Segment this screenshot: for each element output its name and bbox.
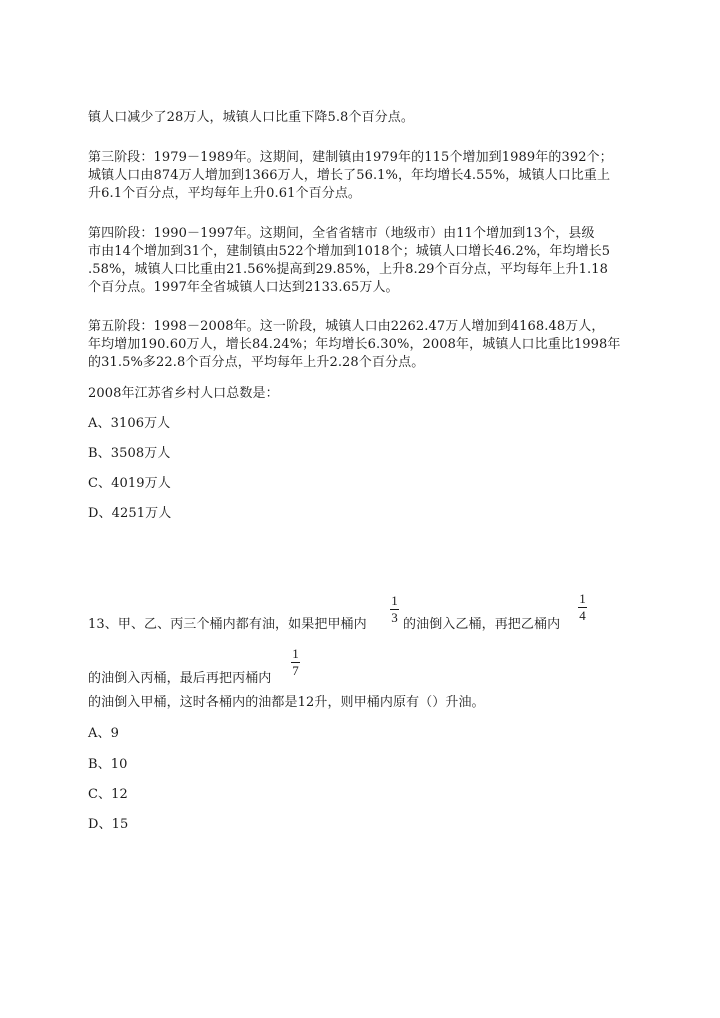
answer-option-b[interactable]: B、3508万人 [88,446,171,461]
passage-text-line: 的31.5%多22.8个百分点，平均每年上升2.28个百分点。 [88,355,425,370]
fraction-denominator: 7 [292,663,299,678]
answer-option-d[interactable]: D、15 [88,817,129,832]
passage-text-line: 升6.1个百分点，平均每年上升0.61个百分点。 [88,186,362,201]
answer-option-c[interactable]: C、12 [88,787,128,802]
question-stem-part: 的油倒入丙桶，最后再把丙桶内 [88,671,272,686]
fraction-one-seventh [291,647,300,678]
passage-text-line: 年均增加190.60万人，增长84.24%；年均增长6.30%，2008年，城镇人口比重比1998年 [88,337,621,352]
fraction-numerator: 1 [579,591,586,606]
passage-text-line: .58%，城镇人口比重由21.56%提高到29.85%，上升8.29个百分点，平均每年上升1.18 [88,262,608,277]
fraction-denominator: 4 [579,608,586,623]
answer-option-a[interactable]: A、9 [88,726,119,741]
question-stem-part: 13、甲、乙、丙三个桶内都有油，如果把甲桶内 [88,617,367,632]
passage-text-line: 市由14个增加到31个，建制镇由522个增加到1018个；城镇人口增长46.2%，年均增长5 [88,244,611,259]
question-stem-part: 的油倒入甲桶，这时各桶内的油都是12升，则甲桶内原有（）升油。 [88,695,485,710]
passage-text-line: 城镇人口由874万人增加到1366万人，增长了56.1%，年均增长4.55%，城镇人口比重上 [88,168,611,183]
passage-text-line: 个百分点。1997年全省城镇人口达到2133.65万人。 [88,280,399,295]
passage-text-line: 镇人口减少了28万人，城镇人口比重下降5.8个百分点。 [88,110,414,125]
passage-text-line: 第三阶段：1979－1989年。这期间，建制镇由1979年的115个增加到1989年的392个； [88,150,613,165]
answer-option-a[interactable]: A、3106万人 [88,416,171,431]
fraction-one-third [390,594,399,625]
fraction-numerator: 1 [391,593,398,608]
answer-option-b[interactable]: B、10 [88,757,128,772]
fraction-denominator: 3 [391,610,398,625]
passage-text-line: 第五阶段：1998－2008年。这一阶段，城镇人口由2262.47万人增加到4168.48万人， [88,319,605,334]
fraction-one-quarter [578,592,587,623]
passage-text-line: 第四阶段：1990－1997年。这期间，全省省辖市（地级市）由11个增加到13个，县级 [88,226,595,241]
fraction-numerator: 1 [292,646,299,661]
question-stem: 2008年江苏省乡村人口总数是： [88,386,279,401]
answer-option-d[interactable]: D、4251万人 [88,506,172,521]
question-stem-part: 的油倒入乙桶，再把乙桶内 [403,617,561,632]
answer-option-c[interactable]: C、4019万人 [88,476,171,491]
